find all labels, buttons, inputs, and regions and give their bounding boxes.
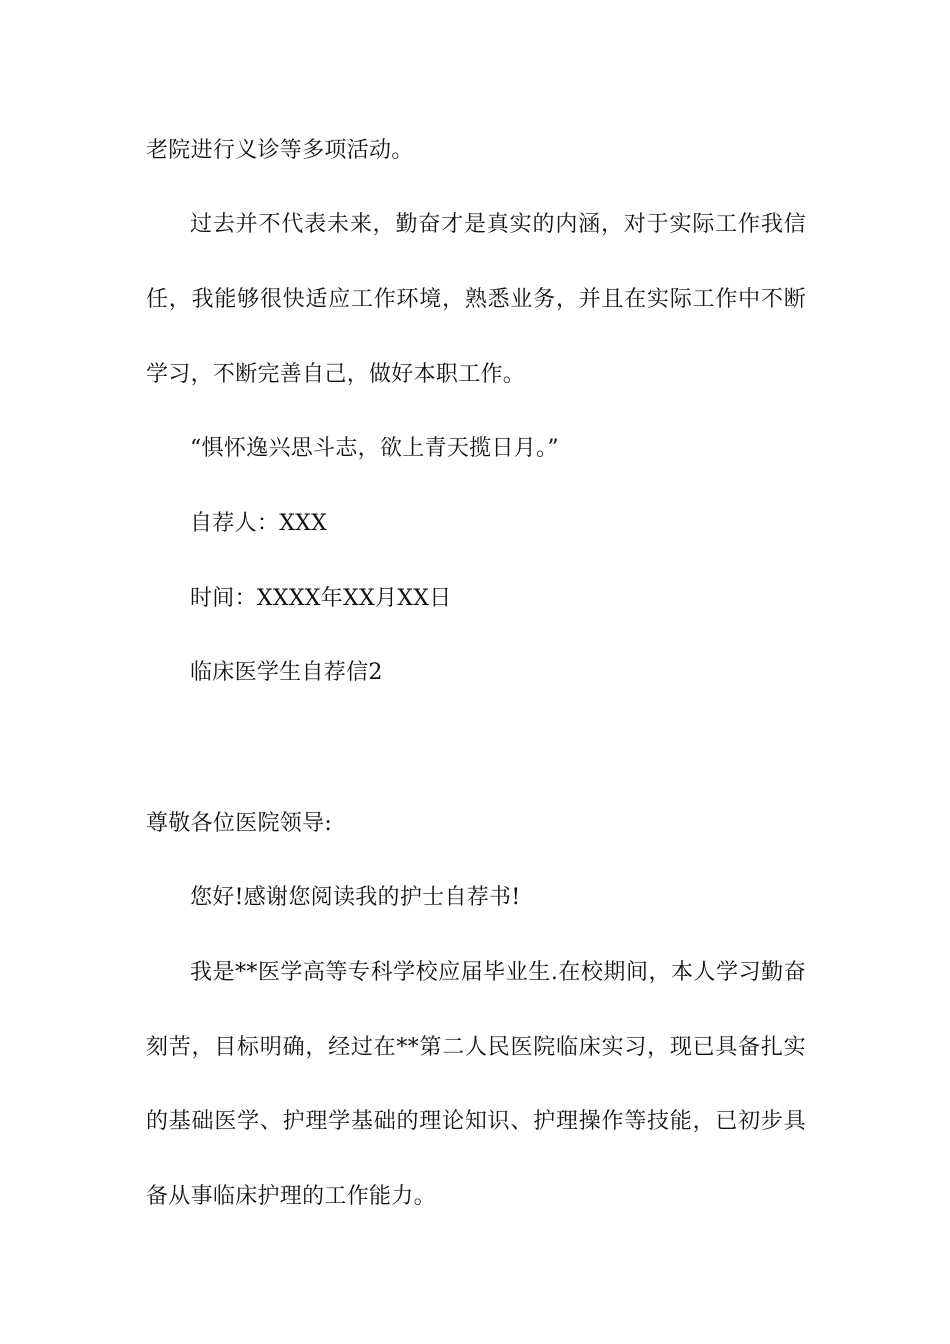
- text-line: 学习，不断完善自己，做好本职工作。: [146, 362, 526, 387]
- greeting-line: 您好!感谢您阅读我的护士自荐书!: [190, 885, 521, 910]
- salutation: 尊敬各位医院领导:: [146, 811, 333, 836]
- quote-line: “惧怀逸兴思斗志，欲上青天揽日月。”: [190, 436, 559, 461]
- section-title: 临床医学生自荐信2: [190, 660, 383, 685]
- text-line: 任，我能够很快适应工作环境，熟悉业务，并且在实际工作中不断: [146, 287, 806, 312]
- signer-line: 自荐人：XXX: [190, 511, 328, 536]
- date-line: 时间：XXXX年XX月XX日: [190, 586, 452, 611]
- text-line: 老院进行义诊等多项活动。: [146, 138, 414, 163]
- text-line: 的基础医学、护理学基础的理论知识、护理操作等技能，已初步具: [146, 1109, 806, 1134]
- text-line: 备从事临床护理的工作能力。: [146, 1184, 436, 1209]
- text-line: 刻苦，目标明确，经过在**第二人民医院临床实习，现已具备扎实: [146, 1035, 806, 1060]
- text-line: 过去并不代表未来，勤奋才是真实的内涵，对于实际工作我信: [190, 212, 806, 237]
- text-line: 我是**医学高等专科学校应届毕业生.在校期间，本人学习勤奋: [190, 960, 806, 985]
